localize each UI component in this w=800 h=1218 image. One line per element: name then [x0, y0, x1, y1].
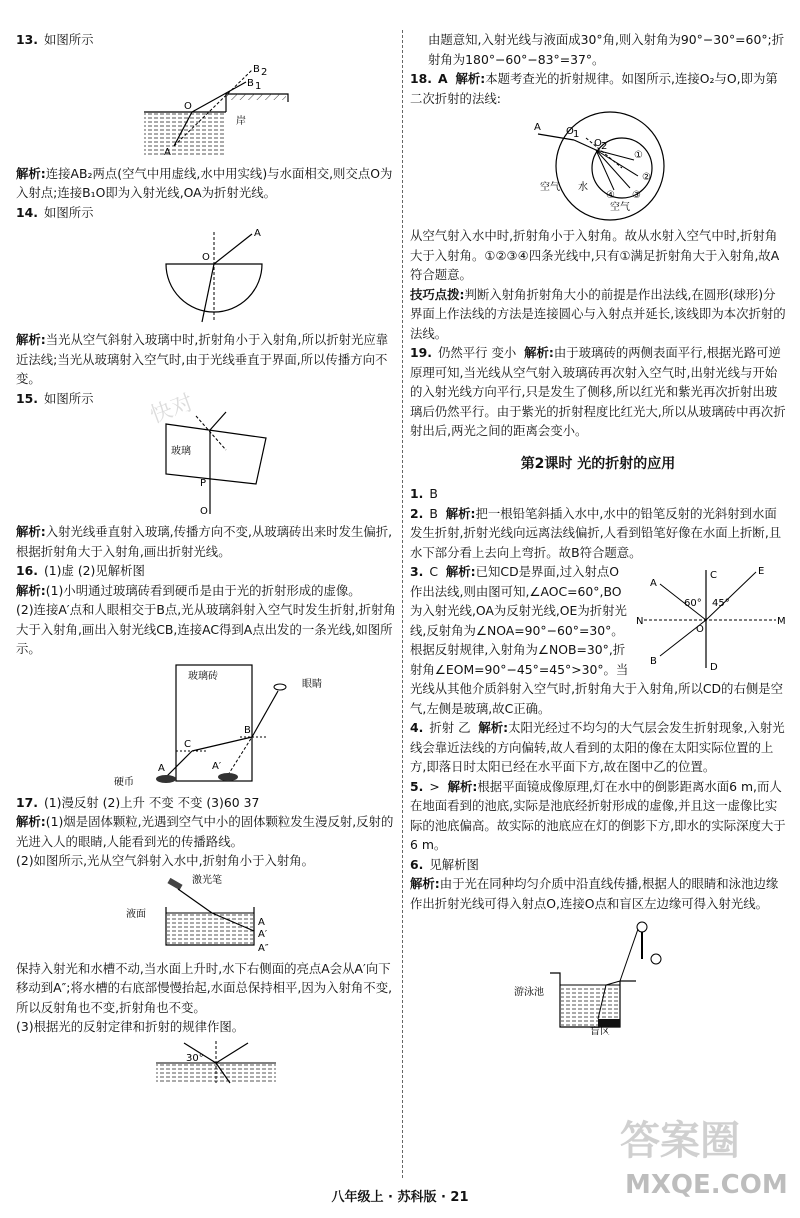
question-17 [16, 793, 396, 1085]
a2-number: 2. [410, 505, 424, 521]
q16-label-b: B [244, 724, 251, 736]
q15-title: 如图所示 [43, 390, 94, 406]
a3-diagram [636, 564, 786, 674]
q15-figure [16, 410, 396, 518]
q13-title: 如图所示 [43, 32, 94, 47]
coin-image-icon [218, 773, 238, 781]
a3-label-60: 60° [684, 598, 702, 609]
q19-answer: 仍然平行 变小 [437, 345, 517, 360]
q16-label-c: C [184, 738, 191, 750]
a3-number: 3. [410, 564, 424, 579]
question-16 [16, 561, 396, 789]
q17-incident-ray [178, 889, 212, 913]
q17-analysis-1: (1)烟是固体颗粒,光遇到空气中小的固体颗粒发生漫反射,反射的光进入人的眼睛,人能看到光的传播路线。 [16, 814, 394, 849]
q17-water [167, 913, 253, 944]
a4-analysis-label: 解析: [478, 720, 509, 735]
q17-analysis-3: 保持入射光和水槽不动,当水面上升时,水下右侧面的亮点A会从A′向下移动到A″;将水槽的右底部慢慢抬起,水面总保持相平,因为入射角不变,所以反射角也不变,折射角也不变。 [16, 960, 393, 1015]
q17-analysis-2: (2)如图所示,光从空气斜射入水中,折射角小于入射角。 [16, 853, 315, 868]
a6-label-blind: 盲区 [590, 1027, 610, 1035]
q19-analysis-label: 解析: [524, 345, 554, 360]
a1-number: 1. [410, 486, 424, 501]
q19-number: 19. [410, 345, 432, 360]
column-divider [402, 30, 403, 1178]
q17-label-a: A [258, 916, 265, 928]
person-head-icon [637, 922, 647, 932]
q13-analysis-label: 解析: [16, 165, 46, 181]
a3-label-e: E [758, 566, 765, 577]
q16-diagram [16, 661, 396, 789]
q13-figure [16, 52, 396, 160]
q14-refracted-ray [202, 264, 214, 322]
q16-ray-ac [166, 751, 192, 777]
a3-label-a: A [650, 578, 657, 589]
q14-analysis: 当光从空气斜射入玻璃中时,折射角小于入射角,所以折射光应靠近法线;当光从玻璃射入空气时,由于光线垂直于界面,所以传播方向不变。 [16, 332, 389, 386]
answer-6 [410, 855, 786, 1036]
q17-analysis-label: 解析: [16, 814, 46, 829]
answer-1 [410, 484, 786, 504]
a6-sight-line [620, 929, 638, 981]
q18-label-o1: O [566, 126, 574, 137]
q18-label-air-outer: 空气 [540, 182, 560, 193]
q17-answer: (1)漫反射 (2)上升 不变 不变 (3)60 37 [43, 794, 260, 810]
q17-figure [16, 873, 396, 955]
q18-figure [410, 110, 786, 222]
q18-label-4: ④ [606, 190, 615, 201]
q16-label-a: A [158, 762, 165, 774]
q18-label-o2-sub: 2 [601, 141, 608, 152]
a2-analysis-label: 解析: [445, 505, 476, 521]
a3-analysis: 已知CD是界面,过入射点O作出法线,则由图可知,∠AOC=60°,BO为入射光线,OA为反射光线,OE为折射光线,反射角为∠NOA=90°−60°=30°。根据反射规律,入射角为∠NOB=30°,折射角∠EOM=90°−45°=45°>30°。当光线从其他介质斜射入空气时,折射角大于入射角,所以CD的右侧是空气,左侧是玻璃,故C正确。 [410, 564, 784, 716]
q16-number: 16. [16, 563, 38, 578]
q13-label-b1-sub: 1 [255, 80, 262, 92]
a6-analysis-label: 解析: [410, 876, 440, 891]
a3-label-o: O [696, 624, 704, 635]
a2-analysis: 把一根铅笔斜插入水中,水中的铅笔反射的光斜射到水面发生折射,折射光线向远离法线偏折,人看到铅笔好像在水面上折断,且水下部分看上去向上弯折。故B符合题意。 [410, 505, 782, 560]
q14-title: 如图所示 [43, 204, 94, 220]
q18-label-2: ② [642, 172, 651, 183]
question-14 [16, 203, 396, 389]
q17-fig2-reflected [216, 1043, 248, 1063]
q17-analysis-4: (3)根据光的反射定律和折射的规律作图。 [16, 1019, 245, 1034]
q13-label-b2: B [253, 63, 260, 75]
q15-normal [196, 416, 226, 450]
a5-analysis-label: 解析: [447, 778, 478, 794]
q15-analysis: 入射光线垂直射入玻璃,传播方向不变,从玻璃砖出来时发生偏折,根据折射角大于入射角,画出折射光线。 [16, 524, 393, 559]
q13-label-b2-sub: 2 [261, 66, 268, 78]
q16-label-coin: 硬币 [114, 776, 134, 788]
a6-answer: 见解析图 [429, 856, 479, 872]
q16-label-brick: 玻璃砖 [188, 670, 218, 682]
a3-label-d: D [710, 662, 718, 673]
q14-label-a: A [254, 228, 261, 239]
a5-answer: > [429, 778, 440, 794]
q18-label-o2: O [594, 138, 602, 149]
left-column [16, 30, 396, 1089]
q18-diagram [410, 110, 786, 222]
q15-analysis-label: 解析: [16, 524, 46, 539]
page-footer: 八年级上 · 苏科版 · 21 [331, 1190, 469, 1205]
a6-refracted-line [606, 981, 620, 985]
q16-virtual-line [228, 737, 252, 775]
q18-tip: 判断入射角折射角大小的前提是作出法线,在圆形(球形)分界面上作法线的方法是连接圆心与入射点并延长,该线即为本次折射的法线。 [410, 286, 786, 341]
answer-4 [410, 718, 786, 777]
q17-label-a1: A′ [258, 928, 268, 940]
a6-diagram [410, 915, 786, 1035]
q14-diagram [16, 224, 396, 326]
q15-label-o: O [200, 506, 208, 517]
a4-answer: 折射 乙 [429, 720, 471, 735]
q13-label-o: O [184, 100, 192, 112]
q18-refracted-ray [574, 140, 596, 150]
q13-label-b1: B [247, 77, 254, 89]
q14-analysis-label: 解析: [16, 332, 46, 347]
a6-label-pool: 游泳池 [514, 987, 544, 998]
q18-tip-label: 技巧点拨: [410, 286, 465, 302]
a6-analysis: 由于光在同种均匀介质中沿直线传播,根据人的眼睛和泳池边缘作出折射光线可得入射点O,连接O点和盲区左边缘可得入射光线。 [410, 876, 779, 911]
q15-diagram [16, 410, 396, 518]
a3-label-n: N [636, 616, 644, 627]
q17-number: 17. [16, 794, 38, 810]
q13-label-a: A [164, 146, 171, 158]
q16-analysis-1: (1)小明通过玻璃砖看到硬币是由于光的折射形成的虚像。 [45, 582, 361, 598]
q15-exit-ray [210, 412, 226, 430]
q18-answer: A [437, 71, 448, 86]
q14-incident-ray [214, 234, 252, 264]
wheel-icon [651, 954, 661, 964]
q18-analysis: 本题考查光的折射规律。如图所示,连接O₂与O,即为第二次折射的法线: [410, 71, 778, 106]
answer-3 [410, 562, 786, 718]
q17-diagram-2 [16, 1039, 396, 1085]
q18-label-1: ① [634, 150, 643, 161]
q13-analysis: 连接AB₂两点(空气中用虚线,水中用实线)与水面相交,则交点O为入射点;连接B₁O即为入射光线,OA为折射光线。 [16, 165, 393, 200]
q16-label-eye: 眼睛 [302, 678, 322, 690]
a3-label-45: 45° [712, 598, 730, 609]
q18-label-3: ③ [632, 190, 641, 201]
q18-analysis-label: 解析: [455, 71, 486, 86]
q17-label-a2: A″ [258, 942, 269, 954]
a6-number: 6. [410, 856, 424, 872]
q14-figure [16, 224, 396, 326]
q13-label-bank: 岸 [236, 115, 246, 127]
q15-label-glass: 玻璃 [171, 446, 191, 457]
coin-icon [156, 775, 176, 783]
a3-analysis-label: 解析: [445, 564, 476, 579]
watermark-kuaidui: 快对 [146, 390, 197, 429]
q16-ray-cb [252, 691, 278, 737]
q18-label-water: 水 [578, 182, 588, 193]
a5-number: 5. [410, 778, 424, 794]
q14-label-o: O [202, 252, 210, 263]
a5-analysis: 根据平面镜成像原理,灯在水中的倒影距离水面6 m,而人在地面看到的池底,实际是池底经折射形成的虚像,并且这一虚像比实际的池底偏高。故实际的池底应在灯的倒影下方,即水的实际深度大于6 m。 [410, 778, 786, 852]
a6-blind-zone [598, 1019, 620, 1027]
q16-figure [16, 661, 396, 789]
q13-diagram [16, 52, 396, 160]
question-18 [410, 69, 786, 343]
q18-label-air-inner: 空气 [610, 202, 630, 213]
watermark-mxqe: MXQE.COM [625, 1170, 788, 1200]
answer-2 [410, 504, 786, 563]
eye-icon [274, 684, 286, 690]
a3-label-c: C [710, 570, 717, 581]
q18-label-a: A [534, 122, 541, 133]
a1-answer: B [429, 486, 438, 501]
q17-label-laser: 激光笔 [192, 874, 222, 886]
q13-number: 13. [16, 32, 38, 47]
q19-analysis: 由于玻璃砖的两侧表面平行,根据光路可逆原理可知,当光线从空气射入玻璃砖再次射入空气时,出射光线与开始的入射光线方向平行,只是发生了侧移,所以红光和紫光再次折射出玻璃后仍然平行。由于紫光的折射程度比红光大,所以从玻璃砖中再次折射出后,两光之间的距离会变小。 [410, 345, 786, 438]
q16-answer: (1)虚 (2)见解析图 [43, 563, 145, 578]
a3-label-m: M [777, 616, 786, 627]
a3-label-b: B [650, 656, 657, 667]
q16-analysis-2: (2)连接A′点和人眼相交于B点,光从玻璃斜射入空气时发生折射,折射角大于入射角,画出入射光线CB,连接AC得到A点出发的一条光线,如图所示。 [16, 602, 396, 656]
answer-5 [410, 777, 786, 855]
q17-diagram [16, 873, 396, 955]
q16-label-a-prime: A′ [212, 760, 222, 772]
a2-answer: B [429, 505, 438, 521]
q18-label-o1-sub: 1 [573, 129, 580, 140]
q18-number: 18. [410, 71, 432, 86]
q13-bank-hatch [226, 94, 286, 100]
a6-figure [410, 915, 786, 1035]
watermark-daanquan: 答案圈 [620, 1118, 740, 1164]
laser-pen-icon [167, 877, 182, 889]
q17-figure-2 [16, 1039, 396, 1085]
a3-answer: C [429, 564, 438, 579]
q18-analysis-2: 从空气射入水中时,折射角小于入射角。故从水射入空气中时,折射角大于入射角。①②③④四条光线中,只有①满足折射角大于入射角,故A符合题意。 [410, 228, 780, 282]
q16-ray-in-glass [192, 737, 252, 751]
right-column [410, 30, 786, 1039]
q14-number: 14. [16, 204, 38, 220]
q17-label-surface: 液面 [126, 908, 146, 920]
question-19 [410, 343, 786, 441]
q15-number: 15. [16, 390, 38, 406]
a4-analysis: 太阳光经过不均匀的大气层会发生折射现象,入射光线会靠近法线的方向偏转,故人看到的太阳的像在太阳实际位置的上方,即落日时太阳已经在水平面下方,故在图中乙的位置。 [410, 720, 785, 774]
q17-fig2-angle: 30° [186, 1052, 204, 1064]
a4-number: 4. [410, 720, 424, 735]
q18-ray-3 [596, 150, 630, 188]
question-13 [16, 30, 396, 203]
q13-water [144, 112, 226, 157]
question-15 [16, 389, 396, 562]
q15-label-p: P [200, 478, 207, 489]
q17-continuation: 由题意知,入射光线与液面成30°角,则入射角为90°−30°=60°;折射角为180°−60°−83°=37°。 [428, 32, 785, 67]
section-title: 第2课时 光的折射的应用 [520, 455, 676, 472]
q16-analysis-label: 解析: [16, 582, 46, 598]
